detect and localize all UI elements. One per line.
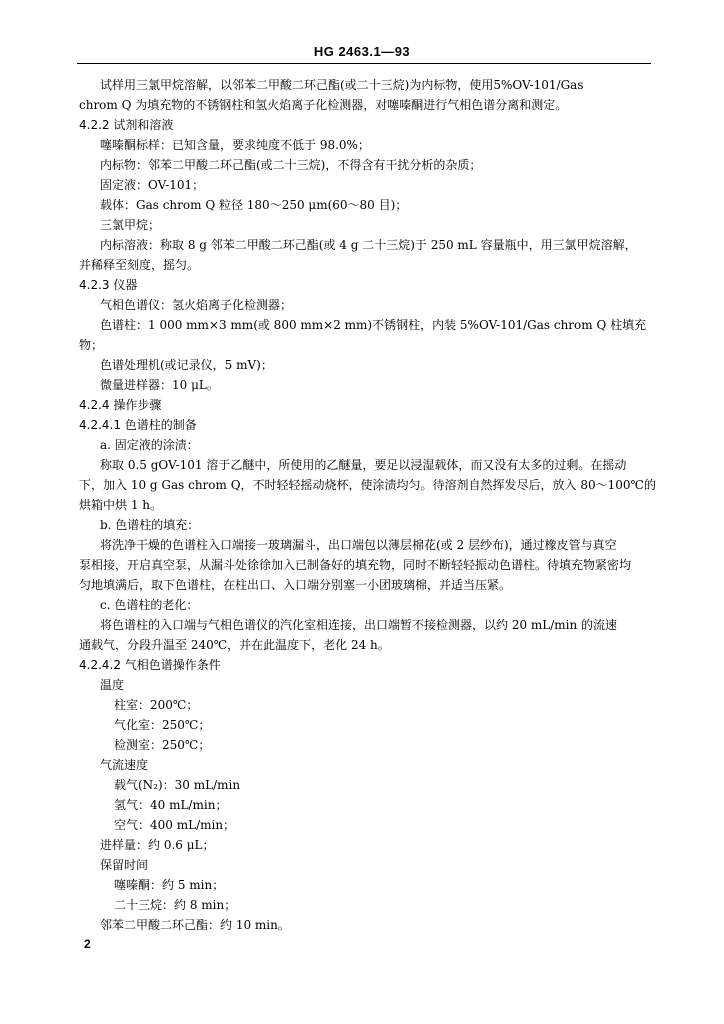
body-text-line: 并稀释至刻度，摇匀。 <box>79 258 200 272</box>
body-text-line: 噻嗪酮：约 5 min； <box>114 878 225 892</box>
body-text-line: 色谱柱：1 000 mm×3 mm(或 800 mm×2 mm)不锈钢柱，内装 5%OV-101/Gas chrom Q 柱填充 <box>100 318 647 332</box>
body-text-line: chrom Q 为填充物的不锈钢柱和氢火焰离子化检测器，对噻嗪酮进行气相色谱分离和测定。 <box>79 98 568 112</box>
body-text-line: 泵相接，开启真空泵，从漏斗处徐徐加入已制备好的填充物，同时不断轻轻振动色谱柱。待填充物紧密均 <box>79 558 632 572</box>
body-text-line: 二十三烷：约 8 min； <box>114 898 237 912</box>
body-text-line: 温度 <box>100 678 125 692</box>
body-text-line: 柱室：200℃； <box>114 698 199 712</box>
body-text-line: 气化室：250℃； <box>114 718 211 732</box>
body-text-line: 色谱处理机(或记录仪，5 mV)； <box>100 358 273 372</box>
body-text-line: 载气(N₂)：30 mL/min <box>114 778 241 792</box>
body-text-line: 气流速度 <box>100 758 149 772</box>
body-text-line: 噻嗪酮标样：已知含量，要求纯度不低于 98.0%； <box>100 138 370 152</box>
body-text-line: 固定液：OV-101； <box>100 178 205 192</box>
body-text-line: 微量进样器：10 μL。 <box>100 378 219 392</box>
body-text-line: 保留时间 <box>100 858 149 872</box>
body-text-line: 三氯甲烷； <box>100 218 161 232</box>
page-number: 2 <box>84 937 91 951</box>
body-text-line: 将色谱柱的入口端与气相色谱仪的汽化室相连接，出口端暂不接检测器，以约 20 mL/min 的流速 <box>100 618 618 632</box>
body-text-line: 匀地填满后，取下色谱柱，在柱出口、入口端分别塞一小团玻璃棉，并适当压紧。 <box>79 578 512 592</box>
body-text-line: 物； <box>79 338 104 352</box>
list-item-heading: b. 色谱柱的填充： <box>100 518 200 532</box>
body-text-line: 邻苯二甲酸二环己酯：约 10 min。 <box>100 918 290 932</box>
body-text-line: 空气：400 mL/min； <box>114 818 236 832</box>
body-text-line: 将洗净干燥的色谱柱入口端接一玻璃漏斗，出口端包以薄层棉花(或 2 层纱布)，通过橡皮管与真空 <box>100 538 617 552</box>
body-text-line: 内标物：邻苯二甲酸二环己酯(或二十三烷)，不得含有干扰分析的杂质； <box>100 158 482 172</box>
body-text-line: 内标溶液：称取 8 g 邻苯二甲酸二环己酯(或 4 g 二十三烷)于 250 mL 容量瓶中，用三氯甲烷溶解， <box>100 238 637 252</box>
body-text-line: 称取 0.5 gOV-101 溶于乙醚中，所使用的乙醚量，要足以浸湿载体，而又没有太多的过剩。在摇动 <box>100 458 627 472</box>
header-rule <box>77 63 651 64</box>
section-heading: 4.2.2 试剂和溶液 <box>79 118 174 132</box>
body-text-line: 下，加入 10 g Gas chrom Q，不时轻轻摇动烧杯，使涂渍均匀。待溶剂自然挥发尽后，放入 80～100℃的 <box>79 478 656 492</box>
body-text-line: 烘箱中烘 1 h。 <box>79 498 162 512</box>
subsection-heading: 4.2.4.2 气相色谱操作条件 <box>79 658 221 672</box>
body-text-line: 检测室：250℃； <box>114 738 211 752</box>
body-text-line: 载体：Gas chrom Q 粒径 180～250 μm(60～80 目)； <box>100 198 408 212</box>
list-item-heading: a. 固定液的涂渍： <box>100 438 199 452</box>
section-heading: 4.2.3 仪器 <box>79 278 138 292</box>
section-heading: 4.2.4 操作步骤 <box>79 398 162 412</box>
body-text-line: 进样量：约 0.6 μL； <box>100 838 215 852</box>
subsection-heading: 4.2.4.1 色谱柱的制备 <box>79 418 197 432</box>
body-text-line: 气相色谱仪：氢火焰离子化检测器； <box>100 298 293 312</box>
body-text-line: 试样用三氯甲烷溶解，以邻苯二甲酸二环己酯(或二十三烷)为内标物，使用5%OV-101/Gas <box>100 78 584 92</box>
standard-code-header: HG 2463.1—93 <box>313 44 411 59</box>
body-text-line: 通载气，分段升温至 240℃，并在此温度下，老化 24 h。 <box>79 638 390 652</box>
body-text-line: 氢气：40 mL/min； <box>114 798 228 812</box>
list-item-heading: c. 色谱柱的老化： <box>100 598 199 612</box>
